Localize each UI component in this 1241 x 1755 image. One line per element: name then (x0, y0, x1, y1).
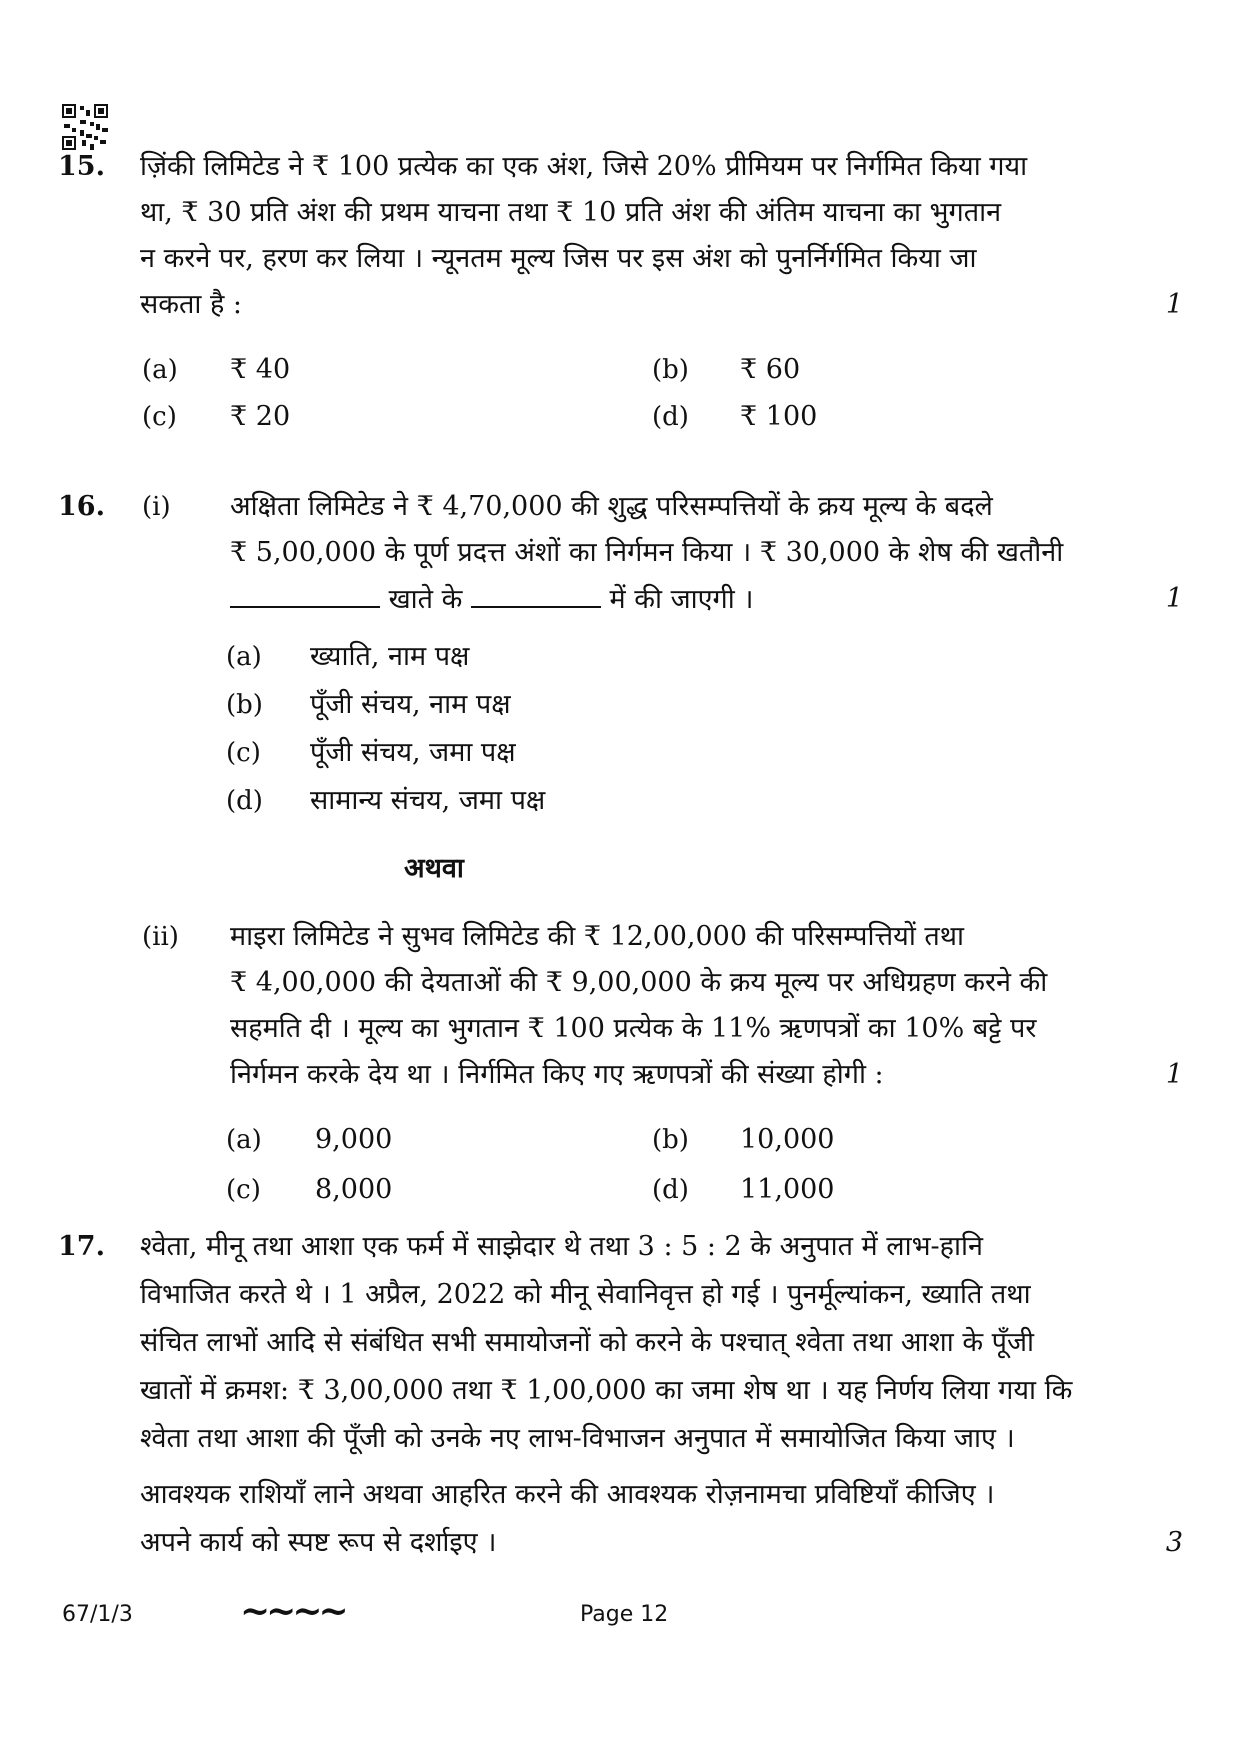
q17-text-line: श्वेता, मीनू तथा आशा एक फर्म में साझेदार थे तथा 3 : 5 : 2 के अनुपात में लाभ-हानि (140, 1231, 983, 1262)
page-number: Page 12 (580, 1602, 669, 1627)
q16-option-label: (d) (652, 1175, 689, 1205)
question-number: 16. (58, 491, 105, 522)
q17-text-line: संचित लाभों आदि से संबंधित सभी समायोजनों को करने के पश्चात् श्वेता तथा आशा के पूँजी (140, 1327, 1035, 1358)
q17-text-line: श्वेता तथा आशा की पूँजी को उनके नए लाभ-विभाजन अनुपात में समायोजित किया जाए । (140, 1423, 1015, 1454)
question-number: 17. (58, 1231, 105, 1262)
q15-text-line: सकता है : (140, 289, 242, 320)
q15-option-label: (a) (142, 355, 178, 385)
q17-text-line: विभाजित करते थे । 1 अप्रैल, 2022 को मीनू सेवानिवृत्त हो गई । पुनर्मूल्यांकन, ख्याति तथा (140, 1279, 1031, 1310)
q15-option-value: ₹ 20 (230, 401, 291, 432)
q16-option-label: (b) (652, 1125, 689, 1155)
q16-text-line: ₹ 5,00,000 के पूर्ण प्रदत्त अंशों का निर्गमन किया । ₹ 30,000 के शेष की खतौनी (230, 537, 1064, 568)
q15-marks: 1 (1165, 289, 1183, 320)
footer-tilde: ~~~~ (240, 1590, 345, 1632)
q16-option-label: (a) (226, 642, 262, 672)
q16-part-label: (ii) (142, 922, 179, 952)
fill-blank (471, 576, 601, 608)
q16-option-value: 8,000 (315, 1174, 393, 1205)
q15-option-value: ₹ 100 (740, 401, 818, 432)
q16-ii-marks: 1 (1165, 1059, 1183, 1090)
q17-text-line: अपने कार्य को स्पष्ट रूप से दर्शाइए । (140, 1527, 497, 1558)
paper-code: 67/1/3 (62, 1602, 133, 1627)
q16-option-value: 11,000 (740, 1174, 835, 1205)
q16-text-line: सहमति दी । मूल्य का भुगतान ₹ 100 प्रत्येक के 11% ऋणपत्रों का 10% बट्टे पर (230, 1013, 1037, 1044)
q15-option-value: ₹ 60 (740, 354, 801, 385)
q16-option-value: ख्याति, नाम पक्ष (310, 641, 470, 672)
q16-option-value: सामान्य संचय, जमा पक्ष (310, 785, 546, 816)
q16-option-label: (c) (226, 1175, 261, 1205)
q16-option-label: (c) (226, 738, 261, 768)
q16-option-value: पूँजी संचय, जमा पक्ष (310, 737, 516, 768)
q16-text-line: ₹ 4,00,000 की देयताओं की ₹ 9,00,000 के क्रय मूल्य पर अधिग्रहण करने की (230, 967, 1048, 998)
q16-text-line: निर्गमन करके देय था । निर्गमित किए गए ऋणपत्रों की संख्या होगी : (230, 1059, 884, 1090)
q15-option-label: (b) (652, 355, 689, 385)
q17-text-line: आवश्यक राशियाँ लाने अथवा आहरित करने की आवश्यक रोज़नामचा प्रविष्टियाँ कीजिए । (140, 1479, 995, 1510)
q16-option-value: पूँजी संचय, नाम पक्ष (310, 689, 511, 720)
q17-marks: 3 (1165, 1527, 1183, 1558)
question-number: 15. (58, 151, 105, 182)
q15-text-line: ज़िंकी लिमिटेड ने ₹ 100 प्रत्येक का एक अंश, जिसे 20% प्रीमियम पर निर्गमित किया गया (140, 151, 1028, 182)
fill-blank (230, 576, 380, 608)
q16-option-value: 10,000 (740, 1124, 835, 1155)
q15-option-value: ₹ 40 (230, 354, 291, 385)
q15-text-line: न करने पर, हरण कर लिया । न्यूनतम मूल्य जिस पर इस अंश को पुनर्निर्गमित किया जा (140, 243, 977, 274)
q16-part-label: (i) (142, 492, 171, 522)
q16-text-line: अक्षिता लिमिटेड ने ₹ 4,70,000 की शुद्ध परिसम्पत्तियों के क्रय मूल्य के बदले (230, 491, 993, 522)
q16-option-label: (b) (226, 690, 263, 720)
q16-option-label: (d) (226, 786, 263, 816)
q15-option-label: (d) (652, 402, 689, 432)
q16-option-value: 9,000 (315, 1124, 393, 1155)
q15-text-line: था, ₹ 30 प्रति अंश की प्रथम याचना तथा ₹ 10 प्रति अंश की अंतिम याचना का भुगतान (140, 197, 1002, 228)
q16-text-line-with-blanks: खाते के में की जाएगी । (230, 576, 754, 623)
q16-option-label: (a) (226, 1125, 262, 1155)
q17-text-line: खातों में क्रमश: ₹ 3,00,000 तथा ₹ 1,00,000 का जमा शेष था । यह निर्णय लिया गया कि (140, 1375, 1073, 1406)
q16-i-marks: 1 (1165, 583, 1183, 614)
q16-text-line: माइरा लिमिटेड ने सुभव लिमिटेड की ₹ 12,00,000 की परिसम्पत्तियों तथा (230, 921, 965, 952)
q15-option-label: (c) (142, 402, 177, 432)
or-separator: अथवा (404, 853, 464, 884)
